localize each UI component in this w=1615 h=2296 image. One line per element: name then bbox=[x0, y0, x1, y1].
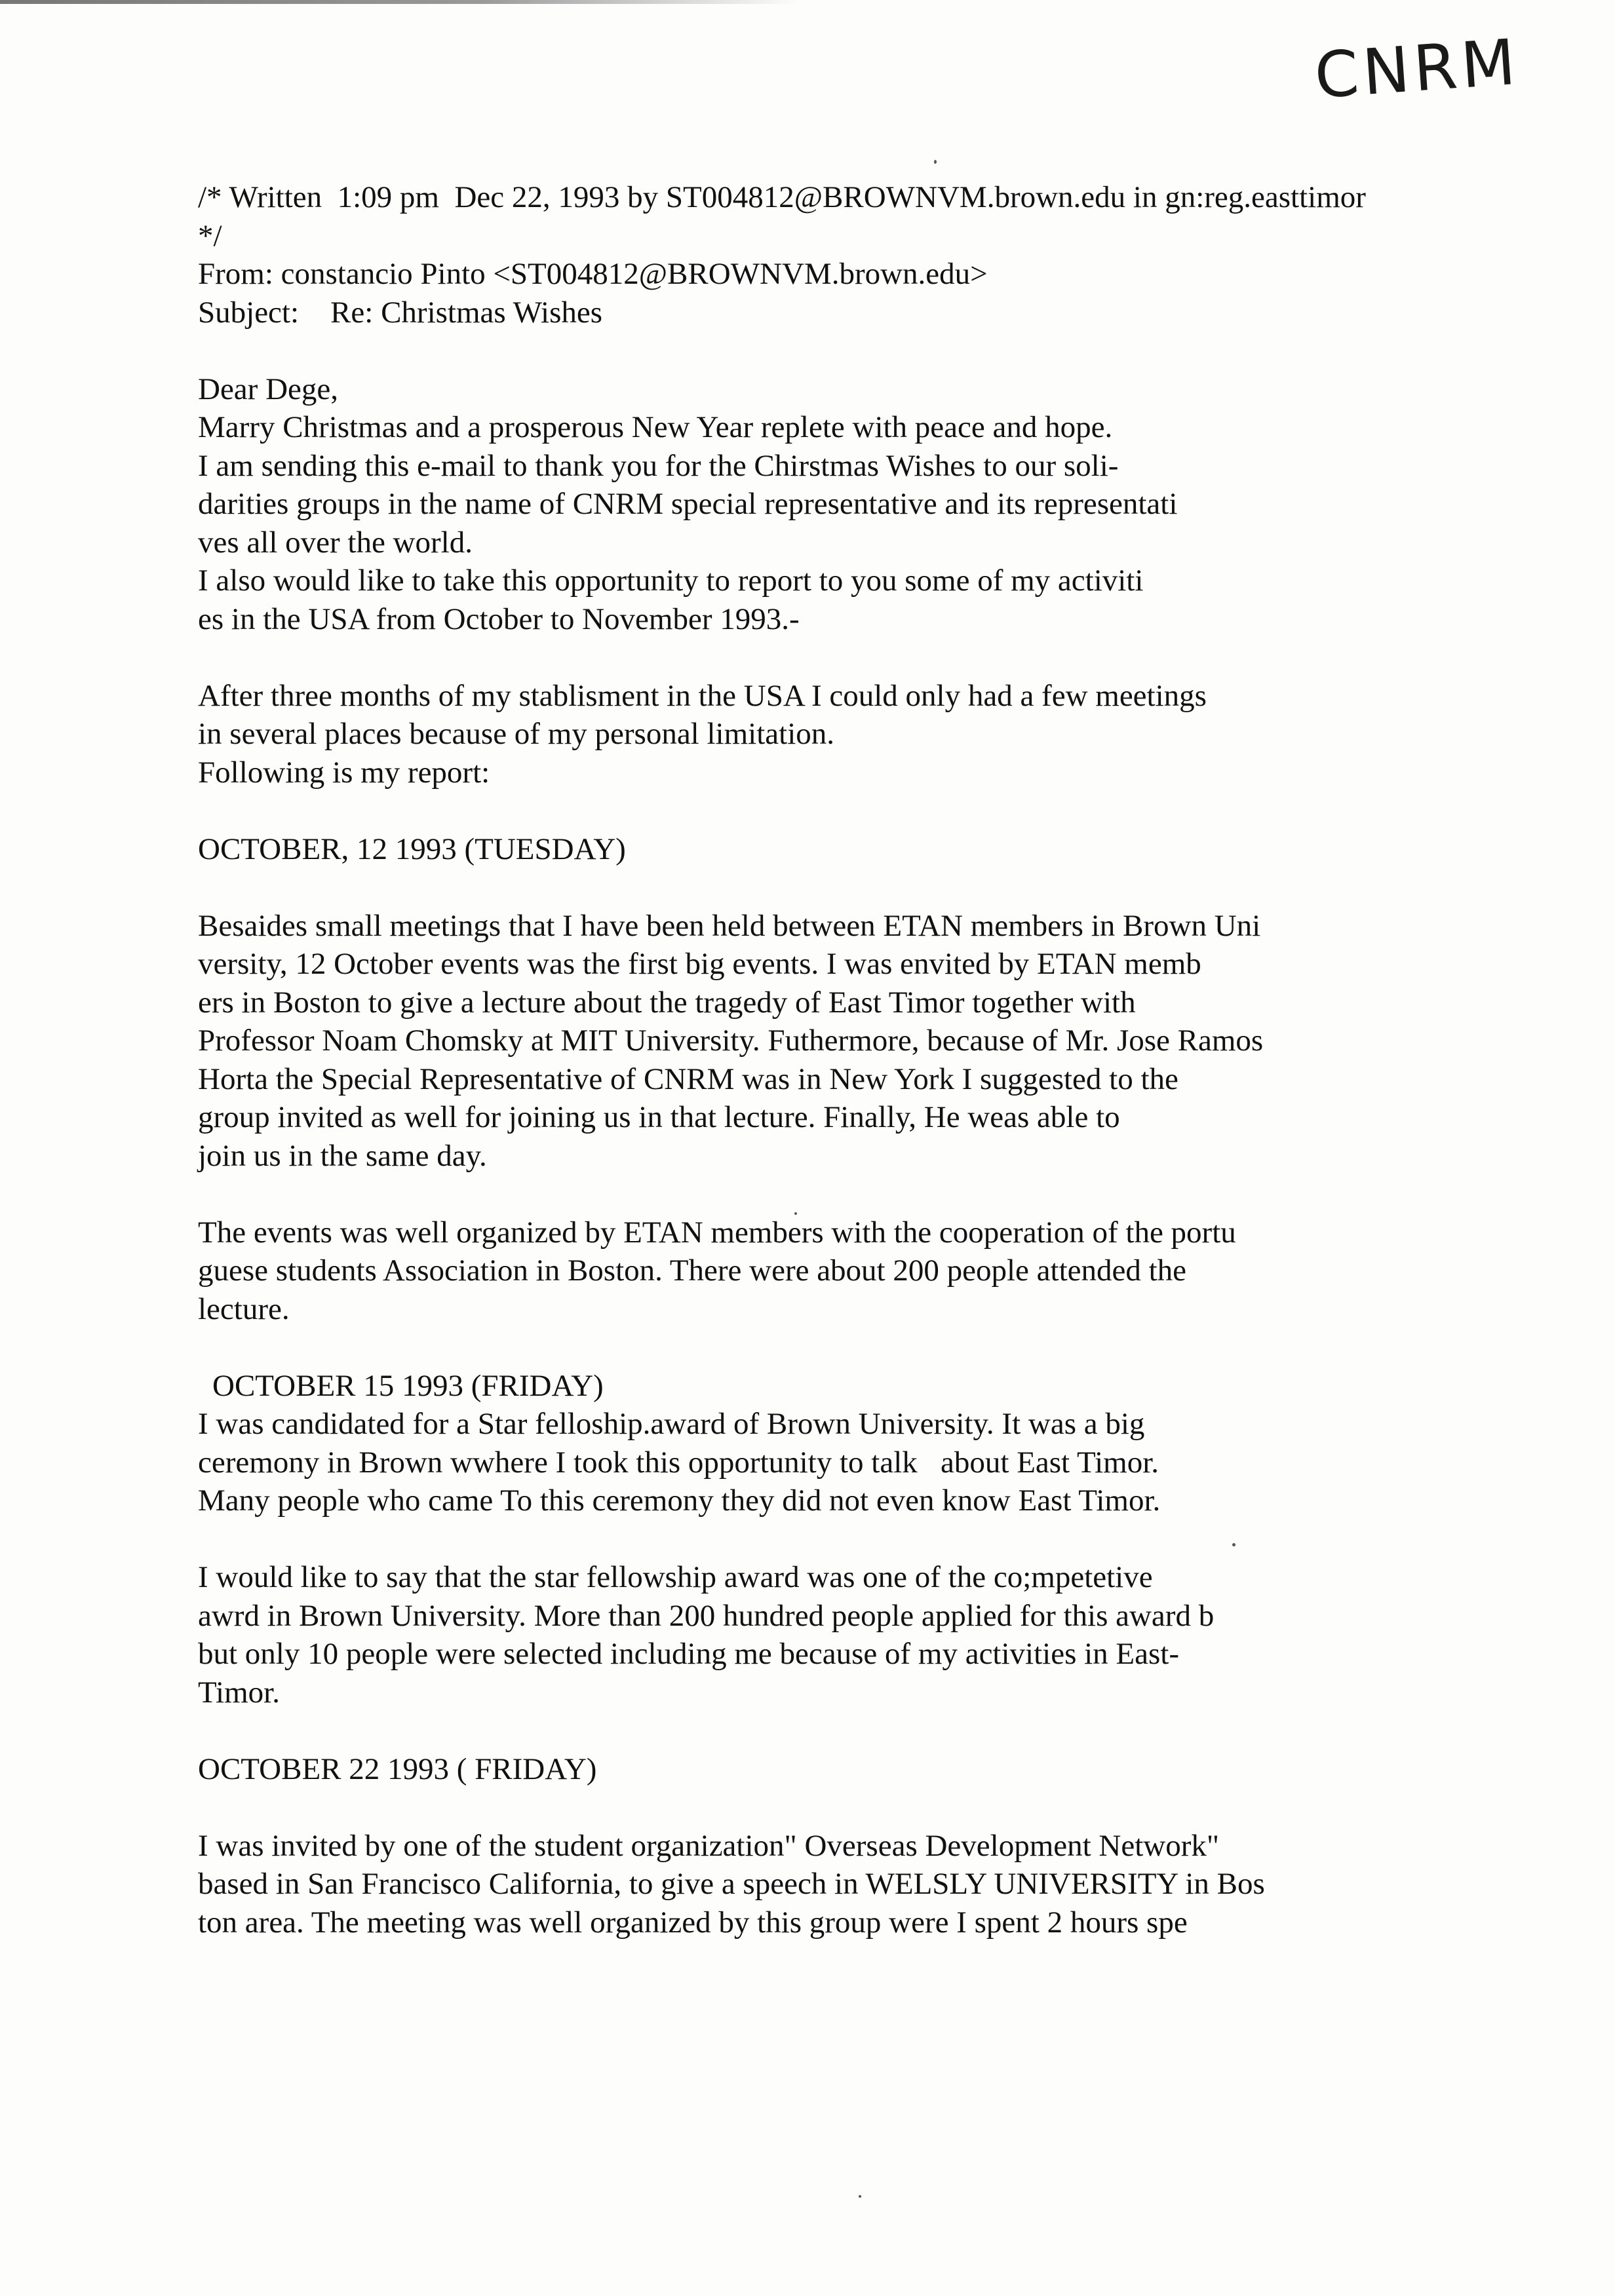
subject-line bbox=[198, 294, 1509, 332]
oct15-paragraph-line: I was candidated for a Star felloship.award of Brown University. It was a big bbox=[198, 1407, 1145, 1441]
oct15-paragraph2-line: but only 10 people were selected including me because of my activities in East- bbox=[198, 1637, 1180, 1671]
oct22-paragraph-line: based in San Francisco California, to give a speech in WELSLY UNIVERSITY in Bos bbox=[198, 1867, 1265, 1901]
intro-line: Marry Christmas and a prosperous New Year replete with peace and hope. bbox=[198, 410, 1113, 444]
intro-line: darities groups in the name of CNRM special representative and its representati bbox=[198, 487, 1178, 521]
preface-line: in several places because of my personal limitation. bbox=[198, 717, 835, 751]
oct12-paragraph2-line: The events was well organized by ETAN members with the cooperation of the portu bbox=[198, 1215, 1236, 1250]
intro-line: ves all over the world. bbox=[198, 525, 473, 560]
section-heading-oct22: OCTOBER 22 1993 ( FRIDAY) bbox=[198, 1751, 597, 1786]
oct15-paragraph-line: Many people who came To this ceremony they did not even know East Timor. bbox=[198, 1483, 1161, 1518]
oct12-paragraph-line: join us in the same day. bbox=[198, 1138, 487, 1173]
oct15-paragraph-line: ceremony in Brown wwhere I took this opportunity to talk about East Timor. bbox=[198, 1445, 1159, 1480]
oct15-paragraph2-line: Timor. bbox=[198, 1675, 280, 1710]
oct12-paragraph-line: versity, 12 October events was the first big events. I was envited by ETAN memb bbox=[198, 947, 1201, 981]
subject-value: Re: Christmas Wishes bbox=[330, 295, 603, 330]
oct12-paragraph2-line: lecture. bbox=[198, 1292, 290, 1326]
oct12-paragraph-line: Professor Noam Chomsky at MIT University. Futhermore, because of Mr. Jose Ramos bbox=[198, 1024, 1264, 1058]
oct12-paragraph-line: Besaides small meetings that I have been held between ETAN members in Brown Uni bbox=[198, 908, 1261, 943]
intro-line: I also would like to take this opportunity to report to you some of my activiti bbox=[198, 564, 1144, 598]
oct22-paragraph-line: I was invited by one of the student organization" Overseas Development Network" bbox=[198, 1828, 1220, 1863]
oct12-paragraph2-line: guese students Association in Boston. There were about 200 people attended the bbox=[198, 1253, 1187, 1288]
section-heading-oct15: OCTOBER 15 1993 (FRIDAY) bbox=[212, 1368, 604, 1403]
oct15-paragraph2-line: awrd in Brown University. More than 200 hundred people applied for this award b bbox=[198, 1598, 1215, 1633]
intro-line: I am sending this e-mail to thank you for the Chirstmas Wishes to our soli- bbox=[198, 448, 1119, 483]
comment-close: */ bbox=[198, 218, 222, 253]
from-line: From: constancio Pinto <ST004812@BROWNVM.brown.edu> bbox=[198, 257, 988, 291]
scan-speck bbox=[859, 2195, 861, 2198]
oct22-paragraph-line: ton area. The meeting was well organized by this group were I spent 2 hours spe bbox=[198, 1905, 1188, 1940]
oct12-paragraph-line: group invited as well for joining us in that lecture. Finally, He weas able to bbox=[198, 1100, 1120, 1134]
scan-speck bbox=[794, 1212, 797, 1215]
oct12-paragraph-line: Horta the Special Representative of CNRM was in New York I suggested to the bbox=[198, 1062, 1178, 1096]
scan-speck bbox=[1232, 1543, 1236, 1546]
preface-line: Following is my report: bbox=[198, 755, 490, 790]
email-content bbox=[198, 178, 1509, 1942]
section-heading-oct12: OCTOBER, 12 1993 (TUESDAY) bbox=[198, 832, 626, 866]
oct15-paragraph2-line: I would like to say that the star fellowship award was one of the co;mpetetive bbox=[198, 1560, 1153, 1594]
handwritten-stamp: CNRM bbox=[1312, 25, 1522, 113]
preface-line: After three months of my stablisment in the USA I could only had a few meetings bbox=[198, 678, 1207, 713]
oct12-paragraph-line: ers in Boston to give a lecture about the tragedy of East Timor together with bbox=[198, 985, 1136, 1020]
greeting: Dear Dege, bbox=[198, 372, 338, 406]
intro-line: es in the USA from October to November 1993.- bbox=[198, 602, 800, 636]
written-line: /* Written 1:09 pm Dec 22, 1993 by ST004812@BROWNVM.brown.edu in gn:reg.easttimor bbox=[198, 180, 1366, 214]
scan-edge bbox=[0, 0, 800, 4]
scan-speck bbox=[934, 160, 937, 164]
subject-label: Subject: bbox=[198, 295, 300, 330]
